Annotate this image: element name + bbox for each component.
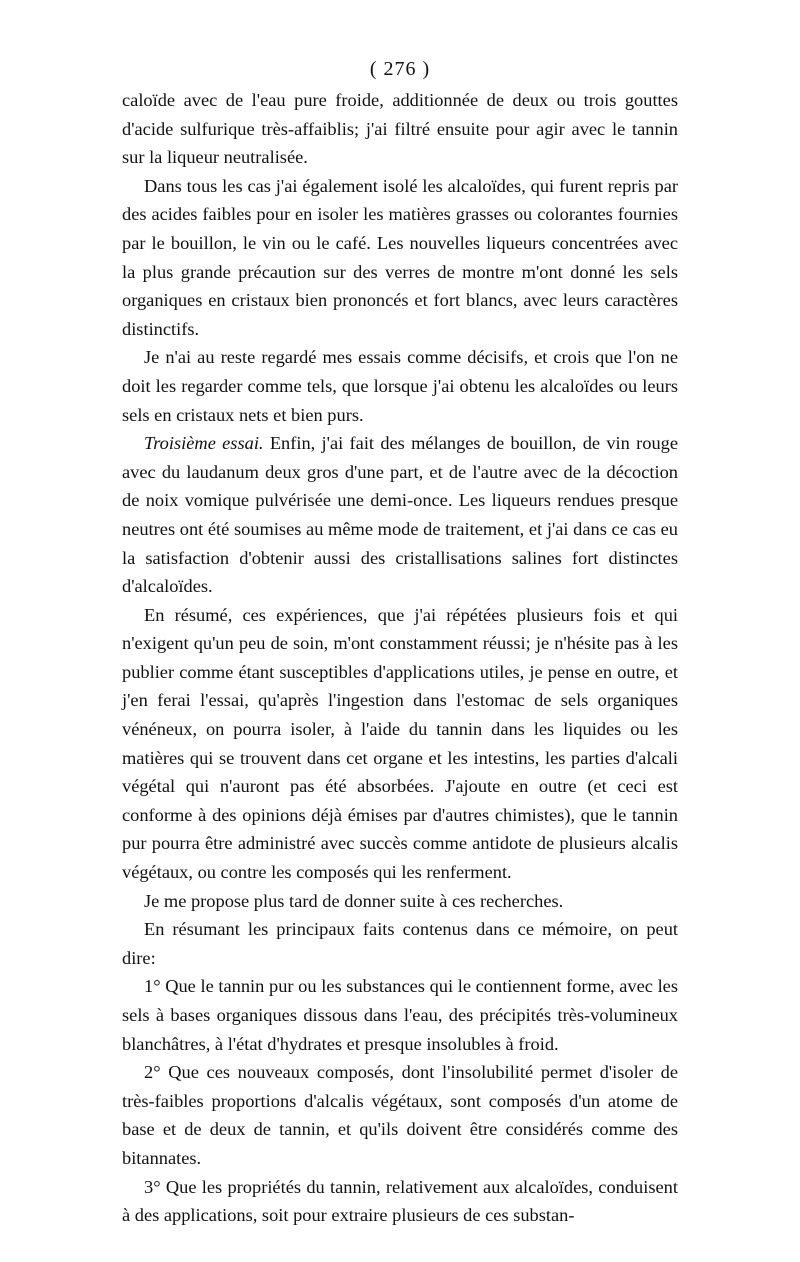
paragraph-isolation: Dans tous les cas j'ai également isolé les alcaloïdes, qui furent repris par des acides faibles pour en isoler les matières grasses ou colorantes fournies par le bouillon, le vin ou le café. Les nouvelles liqueurs concentrées avec la plus grande précaution sur des verres de montre m'ont donné les sels organiques en cristaux bien prononcés et fort blancs, avec leurs caractères distinctifs. bbox=[122, 175, 678, 339]
paragraph-resumant: En résumant les principaux faits contenus dans ce mémoire, on peut dire: bbox=[122, 919, 678, 968]
body-text bbox=[122, 86, 678, 1230]
paragraph-propose: Je me propose plus tard de donner suite à ces recherches. bbox=[144, 890, 564, 911]
paragraph-continuation: caloïde avec de l'eau pure froide, additionnée de deux ou trois gouttes d'acide sulfurique très-affaiblis; j'ai filtré ensuite pour agir avec le tannin sur la liqueur neutralisée. bbox=[122, 90, 678, 168]
paragraph-resume: En résumé, ces expériences, que j'ai répétées plusieurs fois et qui n'exigent qu'un peu de soin, m'ont constamment réussi; je n'hésite pas à les publier comme étant susceptibles d'applications utiles, je pense en outre, et j'en ferai l'essai, qu'après l'ingestion dans l'estomac de sels organiques vénéneux, on pourra isoler, à l'aide du tannin dans les liquides ou les matières qui se trouvent dans cet organe et les intestins, les parties d'alcali végétal qui n'auront pas été absorbées. J'ajoute en outre (et ceci est conforme à des opinions déjà émises par d'autres chimistes), que le tannin pur pourra être administré avec succès comme antidote de plusieurs alcalis végétaux, ou contre les composés qui les renferment. bbox=[122, 604, 678, 883]
paragraph-point-2: 2° Que ces nouveaux composés, dont l'insolubilité permet d'isoler de très-faibles proportions d'alcalis végétaux, sont composés d'un atome de base et de deux de tannin, et qu'ils doivent être considérés comme des bitannates. bbox=[122, 1062, 678, 1168]
page-number: ( 276 ) bbox=[369, 58, 431, 80]
paragraph-troisieme-essai bbox=[122, 429, 678, 601]
paragraph-essais: Je n'ai au reste regardé mes essais comme décisifs, et crois que l'on ne doit les regarder comme tels, que lorsque j'ai obtenu les alcaloïdes ou leurs sels en cristaux nets et bien purs. bbox=[122, 347, 678, 425]
troisieme-essai-text: Enfin, j'ai fait des mélanges de bouillon, de vin rouge avec du laudanum deux gros d'une part, et de l'autre avec de la décoction de noix vomique pulvérisée une demi-once. Les liqueurs rendues presque neutres ont été soumises au même mode de traitement, et j'ai dans ce cas eu la satisfaction d'obtenir aussi des cristallisations salines fort distinctes d'alcaloïdes. bbox=[122, 433, 678, 597]
troisieme-essai-heading: Troisième essai. bbox=[144, 433, 264, 454]
paragraph-point-1: 1° Que le tannin pur ou les substances qui le contiennent forme, avec les sels à bases organiques dissous dans l'eau, des précipités très-volumineux blanchâtres, à l'état d'hydrates et presque insolubles à froid. bbox=[122, 976, 678, 1054]
paragraph-point-3: 3° Que les propriétés du tannin, relativement aux alcaloïdes, conduisent à des applications, soit pour extraire plusieurs de ces substan- bbox=[122, 1176, 678, 1226]
